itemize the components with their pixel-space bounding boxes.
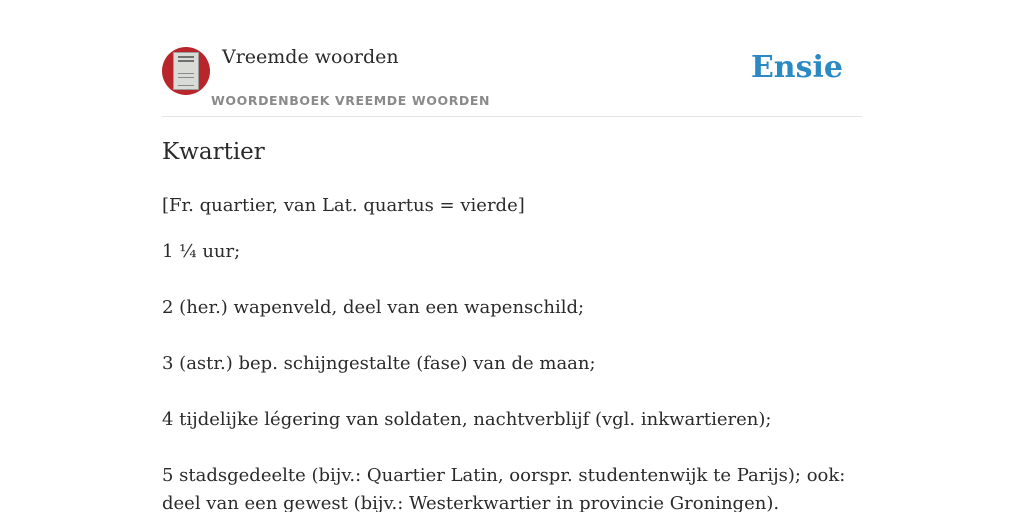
site-subtitle: WOORDENBOEK VREEMDE WOORDEN — [211, 93, 491, 108]
cover-line — [178, 73, 194, 74]
book-cover-page — [173, 52, 199, 90]
site-title[interactable]: Vreemde woorden — [222, 46, 399, 68]
header — [162, 0, 862, 117]
definition-item: 2 (her.) wapenveld, deel van een wapenschild; — [162, 297, 585, 318]
page — [162, 0, 862, 512]
ensie-logo[interactable]: Ensie — [750, 50, 843, 85]
cover-line — [178, 85, 194, 86]
cover-line — [178, 77, 194, 78]
definition-item: 3 (astr.) bep. schijngestalte (fase) van de maan; — [162, 353, 596, 374]
etymology: [Fr. quartier, van Lat. quartus = vierde] — [162, 195, 525, 216]
book-cover-icon[interactable] — [162, 47, 210, 95]
definition-item: 4 tijdelijke légering van soldaten, nachtverblijf (vgl. inkwartieren); — [162, 409, 772, 430]
definition-item: 5 stadsgedeelte (bijv.: Quartier Latin, oorspr. studentenwijk te Parijs); ook: deel van een gewest (bijv.: Westerkwartier in provincie Groningen). — [162, 465, 846, 512]
cover-line — [178, 60, 194, 62]
definition-item: 1 ¼ uur; — [162, 241, 241, 262]
entry-title: Kwartier — [162, 139, 265, 165]
cover-line — [178, 56, 194, 58]
